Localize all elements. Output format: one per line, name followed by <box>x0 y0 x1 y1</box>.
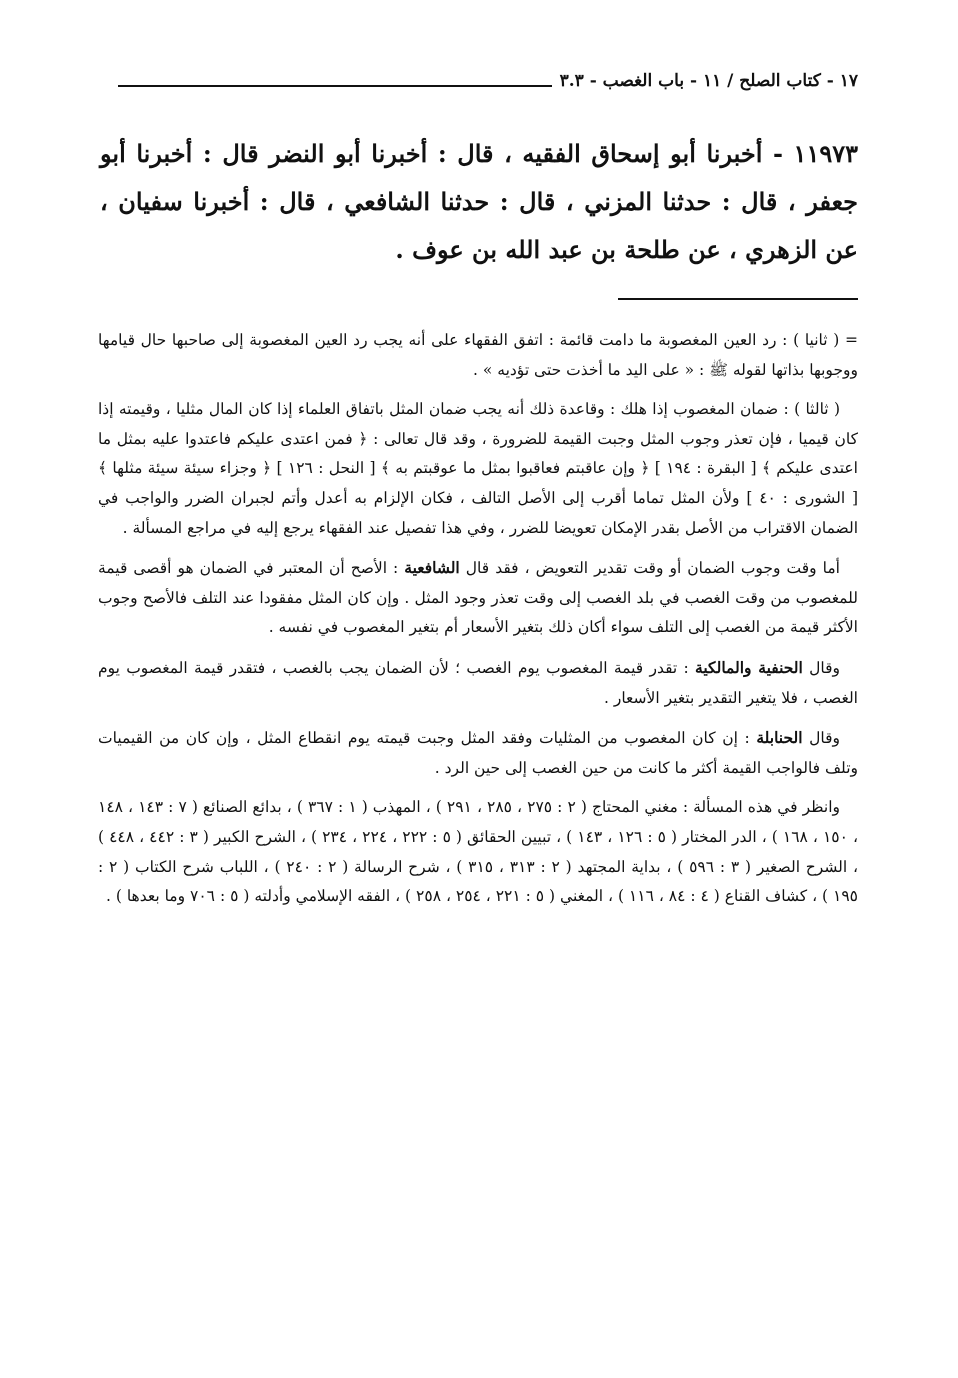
commentary-paragraph-third: ( ثالثا ) : ضمان المغصوب إذا هلك : وقاعدة ذلك أنه يجب ضمان المثل باتفاق العلماء إذا كان المال مثليا ، وقيمته إذا كان قيميا ، فإن تعذر وجوب المثل وجبت القيمة للضرورة ، وقد قال تعالى : ﴿ فمن اعتدى عليكم فاعتدوا عليه بمثل ما اعتدى عليكم ﴾ [ البقرة : ١٩٤ ] ﴿ وإن عاقبتم فعاقبوا بمثل ما عوقبتم به ﴾ [ النحل : ١٢٦ ] ﴿ وجزاء سيئة سيئة مثلها ﴾ [ الشورى : ٤٠ ] ولأن المثل تماما أقرب إلى الأصل التالف ، فكان الإلزام به أعدل وأتم لجبران الضرر والواجب في الضمان الاقتراب من الأصل بقدر الإمكان تعويضا للضرر ، وفي هذا تفصيل عند الفقهاء يرجع إليه في مراجع المسألة . <box>98 400 858 537</box>
hanafi-intro: وقال <box>802 658 840 677</box>
commentary-references: وانظر في هذه المسألة : مغني المحتاج ( ٢ : ٢٧٥ ، ٢٨٥ ، ٢٩١ ) ، المهذب ( ١ : ٣٦٧ ) ، بدائع الصنائع ( ٧ : ١٤٣ ، ١٤٨ ، ١٥٠ ، ١٦٨ ) ، الدر المختار ( ٥ : ١٢٦ ، ١٤٣ ) ، تبيين الحقائق ( ٥ : ٢٢٢ ، ٢٢٤ ، ٢٣٤ ) ، الشرح الكبير ( ٣ : ٤٤٢ ، ٤٤٨ ) ، الشرح الصغير ( ٣ : ٥٩٦ ) ، بداية المجتهد ( ٢ : ٣١٣ ، ٣١٥ ) ، شرح الرسالة ( ٢ : ٢٤٠ ) ، اللباب شرح الكتاب ( ٢ : ١٩٥ ) ، كشاف القناع ( ٤ : ٨٤ ، ١١٦ ) ، المغني ( ٥ : ٢٢١ ، ٢٥٤ ، ٢٥٨ ) ، الفقه الإسلامي وأدلته ( ٥ : ٧٠٦ وما بعدها ) . <box>98 798 859 906</box>
running-header <box>118 66 858 96</box>
shafii-opinion: : الأصح أن المعتبر في الضمان هو أقصى قيمة للمغصوب من وقت الغصب في بلد الغصب إلى وقت تعذر وجود المثل . وإن كان المثل مفقودا عند التلف فالأصح وجوب الأكثر قيمة من الغصب إلى التلف سواء أكان ذلك بتغير الأسعار أم بتغير المغصوب في نفسه . <box>98 559 858 637</box>
commentary-footnote <box>98 326 858 922</box>
hanbali-intro: وقال <box>802 729 840 748</box>
running-header-title: ١٧ - كتاب الصلح / ١١ - باب الغصب - ٣.٣ <box>559 71 858 91</box>
hanafi-maliki-school-name: الحنفية والمالكية <box>695 657 803 677</box>
commentary-paragraph-second: = ( ثانيا ) : رد العين المغصوبة ما دامت قائمة : اتفق الفقهاء على أنه يجب رد العين المغصوبة إلى صاحبها حال قيامها ووجوبها بذاتها لقوله ﷺ : « على اليد ما أخذت حتى تؤديه » . <box>98 331 858 379</box>
shafii-intro: أما وقت وجوب الضمان أو وقت تقدير التعويض ، فقد قال <box>459 559 840 578</box>
hanafi-maliki-opinion: : تقدر قيمة المغصوب يوم الغصب ؛ لأن الضمان يجب بالغصب ، فتقدر قيمة المغصوب يوم الغصب ، فلا يتغير التقدير بتغير الأسعار . <box>98 658 858 707</box>
commentary-paragraph-hanbali <box>98 723 858 783</box>
hanbali-opinion: : إن كان المغصوب من المثليات وفقد المثل وجبت قيمته يوم انقطاع المثل ، وإن كان من القيميات وتلف فالواجب القيمة أكثر ما كانت من حين الغصب إلى حين الرد . <box>98 729 858 777</box>
commentary-paragraph-hanafi-maliki <box>98 653 858 713</box>
hadith-text: ١١٩٧٣ - أخبرنا أبو إسحاق الفقيه ، قال : أخبرنا أبو النضر قال : أخبرنا أبو جعفر ، قال : حدثنا المزني ، قال : حدثنا الشافعي ، قال : أخبرنا سفيان ، عن الزهري ، عن طلحة بن عبد الله بن عوف . <box>100 139 858 264</box>
footnote-separator <box>618 298 858 300</box>
commentary-paragraph-shafii <box>98 553 858 643</box>
header-rule <box>118 85 552 87</box>
shafii-school-name: الشافعية <box>404 558 460 578</box>
hanbali-school-name: الحنابلة <box>756 728 803 748</box>
